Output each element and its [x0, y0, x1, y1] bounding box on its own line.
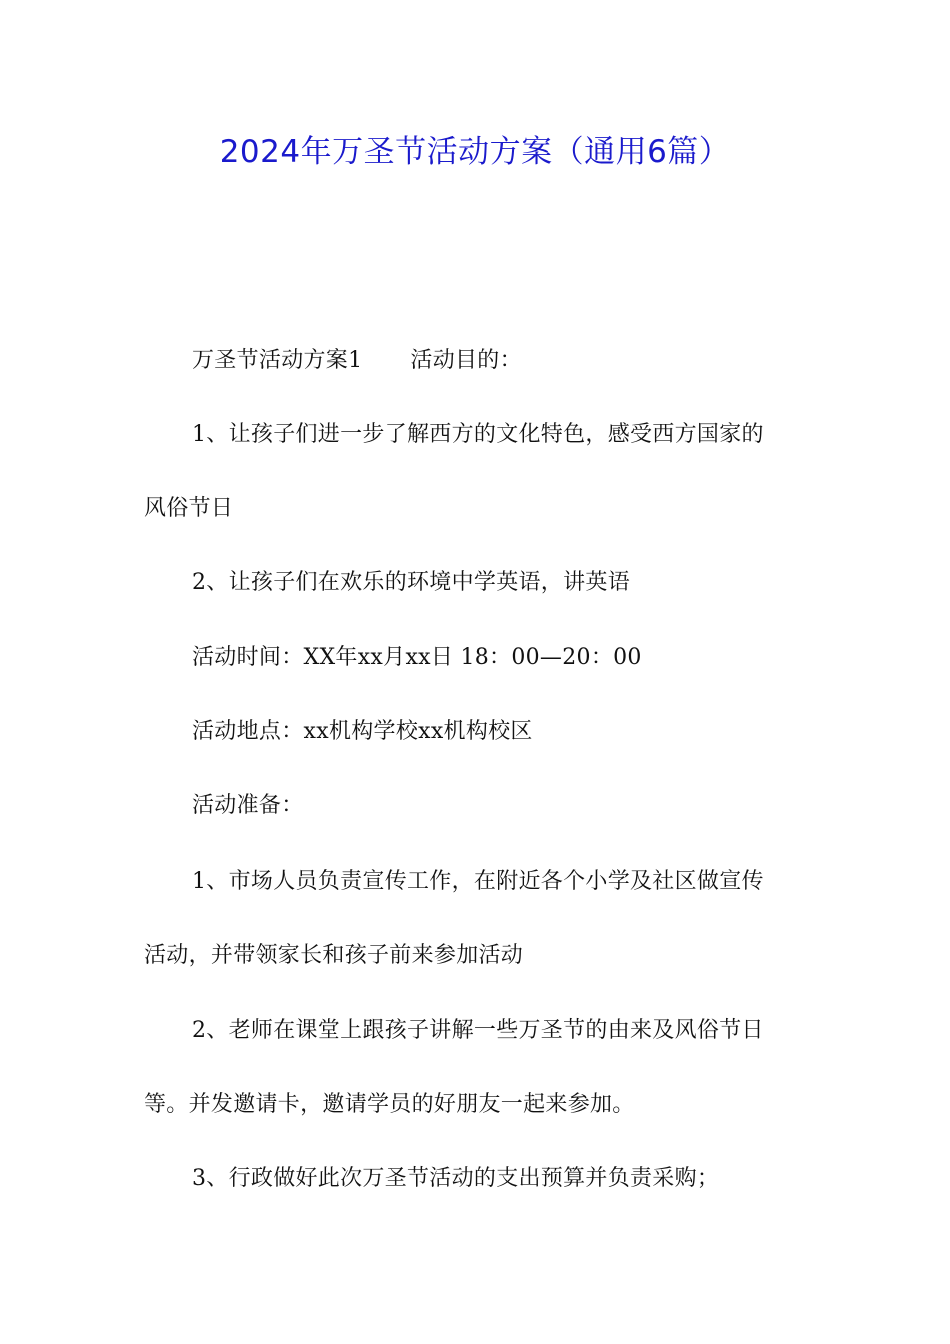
paragraph-line: 1、市场人员负责宣传工作，在附近各个小学及社区做宣传 — [192, 869, 764, 894]
section-heading: 万圣节活动方案1 — [192, 348, 363, 373]
paragraph-line: 等。并发邀请卡，邀请学员的好朋友一起来参加。 — [144, 1092, 635, 1117]
paragraph-line: 活动地点：xx机构学校xx机构校区 — [192, 719, 533, 744]
paragraph-line: 1、让孩子们进一步了解西方的文化特色，感受西方国家的 — [192, 422, 764, 447]
paragraph-line: 风俗节日 — [144, 496, 234, 521]
paragraph-line: 2、老师在课堂上跟孩子讲解一些万圣节的由来及风俗节日 — [192, 1018, 764, 1043]
paragraph-line: 2、让孩子们在欢乐的环境中学英语，讲英语 — [192, 570, 630, 595]
document-title: 2024年万圣节活动方案（通用6篇） — [219, 134, 731, 170]
paragraph-line: 活动准备： — [192, 793, 304, 818]
paragraph-line: 活动时间：XX年xx月xx日 18：00—20：00 — [192, 645, 642, 670]
paragraph-line: 3、行政做好此次万圣节活动的支出预算并负责采购； — [192, 1166, 720, 1191]
paragraph-heading-line — [192, 343, 522, 379]
paragraph-line: 活动，并带领家长和孩子前来参加活动 — [144, 943, 524, 968]
activity-purpose-label: 活动目的： — [410, 348, 522, 373]
